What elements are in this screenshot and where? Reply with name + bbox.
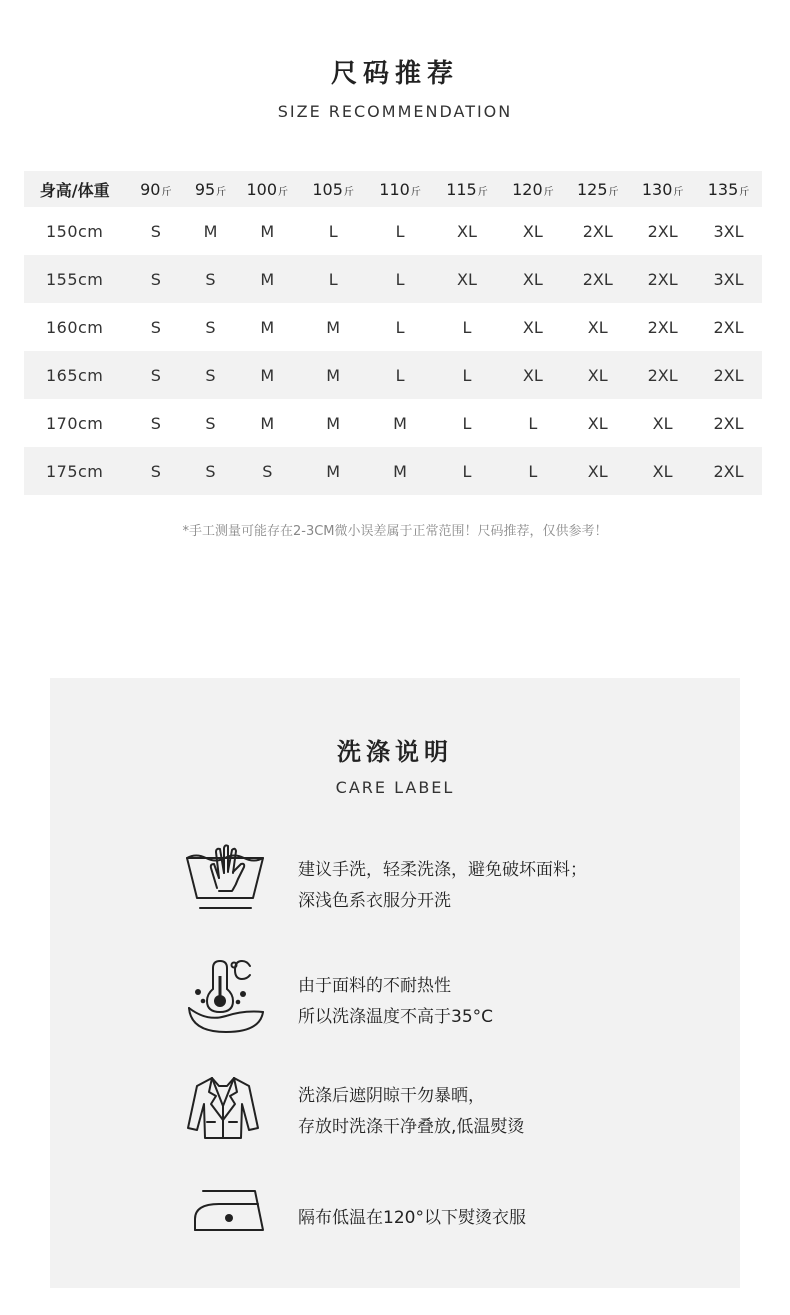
- size-cell: 2XL: [713, 317, 744, 337]
- size-cell: S: [186, 447, 235, 495]
- size-cell: L: [367, 351, 434, 399]
- size-note: *手工测量可能存在2-3CM微小误差属于正常范围！尺码推荐，仅供参考！: [182, 524, 608, 539]
- height-label: 155cm: [24, 255, 125, 303]
- size-cell: L: [434, 351, 501, 399]
- size-row: [24, 399, 762, 447]
- size-cell: M: [260, 317, 275, 337]
- weight-header: [434, 171, 501, 207]
- size-cell: M: [235, 255, 300, 303]
- size-cell: S: [186, 255, 235, 303]
- care-line: 由于面料的不耐热性: [298, 976, 451, 996]
- size-cell: M: [326, 413, 341, 433]
- size-cell: S: [186, 351, 235, 399]
- weight-unit: 斤: [216, 186, 227, 198]
- size-cell: M: [367, 447, 434, 495]
- size-cell: XL: [630, 447, 695, 495]
- size-cell: S: [150, 221, 161, 241]
- hand-wash-icon: [185, 838, 269, 922]
- temperature-icon: [185, 956, 269, 1040]
- size-cell: XL: [587, 317, 608, 337]
- care-line: 洗涤后遮阴晾干勿暴晒，: [298, 1086, 485, 1106]
- size-row: [24, 351, 762, 399]
- iron-low-icon: [185, 1182, 269, 1266]
- weight-value: 120: [512, 179, 543, 199]
- weight-unit: 斤: [608, 186, 619, 198]
- size-cell: M: [393, 413, 407, 433]
- size-cell: 3XL: [695, 255, 762, 303]
- size-cell: M: [203, 221, 218, 241]
- weight-header: [235, 171, 300, 207]
- weight-unit: 斤: [161, 186, 172, 198]
- size-cell: XL: [457, 221, 477, 241]
- weight-header: [500, 171, 565, 207]
- size-cell: 3XL: [713, 221, 744, 241]
- weight-unit: 斤: [739, 186, 750, 198]
- weight-value: 105: [312, 179, 343, 199]
- weight-unit: 斤: [410, 186, 421, 198]
- size-cell: XL: [652, 413, 673, 433]
- size-chart-table: [24, 171, 762, 495]
- size-cell: XL: [565, 351, 630, 399]
- size-cell: S: [150, 317, 161, 337]
- size-cell: M: [300, 351, 367, 399]
- height-label: 170cm: [45, 413, 104, 433]
- size-row: [24, 207, 762, 255]
- size-cell: XL: [565, 447, 630, 495]
- weight-value: 135: [707, 179, 739, 199]
- weight-value: 130: [641, 179, 673, 199]
- size-cell: 2XL: [647, 221, 678, 241]
- size-cell: 2XL: [695, 351, 762, 399]
- weight-header: [565, 171, 630, 207]
- weight-unit: 斤: [477, 186, 488, 198]
- weight-value: 95: [194, 179, 216, 199]
- weight-header: [367, 171, 434, 207]
- size-cell: L: [500, 447, 565, 495]
- weight-unit: 斤: [343, 186, 354, 198]
- corner-label: 身高/体重: [24, 171, 125, 207]
- size-cell: L: [300, 255, 367, 303]
- weight-header: [125, 171, 186, 207]
- care-text-iron: [298, 1203, 526, 1234]
- size-row: [24, 303, 762, 351]
- weight-unit: 斤: [673, 186, 684, 198]
- size-cell: L: [462, 413, 472, 433]
- weight-unit: 斤: [278, 186, 289, 198]
- care-line: 存放时洗涤干净叠放,低温熨烫: [298, 1117, 525, 1137]
- weight-value: 110: [379, 179, 410, 199]
- size-cell: S: [125, 351, 186, 399]
- size-cell: S: [125, 255, 186, 303]
- size-cell: XL: [500, 255, 565, 303]
- size-cell: XL: [522, 317, 543, 337]
- size-cell: L: [395, 221, 405, 241]
- weight-value: 100: [246, 179, 278, 199]
- care-title: 洗涤说明: [337, 738, 453, 766]
- size-cell: S: [205, 317, 216, 337]
- weight-value: 125: [576, 179, 608, 199]
- size-cell: M: [235, 351, 300, 399]
- size-cell: L: [528, 413, 538, 433]
- height-label: 150cm: [45, 221, 104, 241]
- size-cell: L: [367, 255, 434, 303]
- size-cell: S: [235, 447, 300, 495]
- size-cell: 2XL: [695, 447, 762, 495]
- height-label: 160cm: [45, 317, 104, 337]
- weight-header: [695, 171, 762, 207]
- size-cell: L: [462, 317, 472, 337]
- size-cell: 2XL: [630, 255, 695, 303]
- size-cell: XL: [522, 221, 543, 241]
- size-cell: 2XL: [582, 221, 613, 241]
- size-cell: L: [434, 447, 501, 495]
- size-cell: 2XL: [713, 413, 744, 433]
- size-title: 尺码推荐: [330, 59, 459, 89]
- care-line: 深浅色系衣服分开洗: [298, 891, 451, 911]
- height-label: 175cm: [24, 447, 125, 495]
- size-cell: 2XL: [630, 351, 695, 399]
- size-cell: M: [300, 447, 367, 495]
- size-cell: 2XL: [647, 317, 678, 337]
- shade-dry-icon: [185, 1070, 269, 1154]
- weight-value: 90: [140, 179, 161, 199]
- care-line: 所以洗涤温度不高于35°C: [298, 1007, 494, 1027]
- size-cell: XL: [587, 413, 608, 433]
- size-row: [24, 255, 762, 303]
- weight-header: [300, 171, 367, 207]
- size-cell: XL: [434, 255, 501, 303]
- size-cell: L: [328, 221, 338, 241]
- size-cell: M: [260, 221, 275, 241]
- size-cell: S: [150, 413, 161, 433]
- size-cell: M: [326, 317, 341, 337]
- size-cell: S: [125, 447, 186, 495]
- size-cell: S: [205, 413, 216, 433]
- care-text-hand-wash: [298, 855, 587, 917]
- size-cell: XL: [500, 351, 565, 399]
- care-text-temperature: [298, 971, 493, 1033]
- size-cell: L: [395, 317, 405, 337]
- weight-header: [186, 171, 235, 207]
- care-text-shade-dry: [298, 1081, 524, 1143]
- weight-header: [630, 171, 695, 207]
- size-cell: M: [260, 413, 275, 433]
- weight-value: 115: [446, 179, 477, 199]
- care-subtitle: CARE LABEL: [335, 778, 455, 797]
- size-cell: 2XL: [565, 255, 630, 303]
- care-line: 隔布低温在120°以下熨烫衣服: [298, 1208, 526, 1228]
- size-row: [24, 447, 762, 495]
- care-line: 建议手洗，轻柔洗涤，避免破坏面料；: [298, 860, 587, 880]
- height-label: 165cm: [24, 351, 125, 399]
- weight-unit: 斤: [543, 186, 554, 198]
- size-header-row: [24, 171, 762, 207]
- size-subtitle: SIZE RECOMMENDATION: [277, 102, 513, 121]
